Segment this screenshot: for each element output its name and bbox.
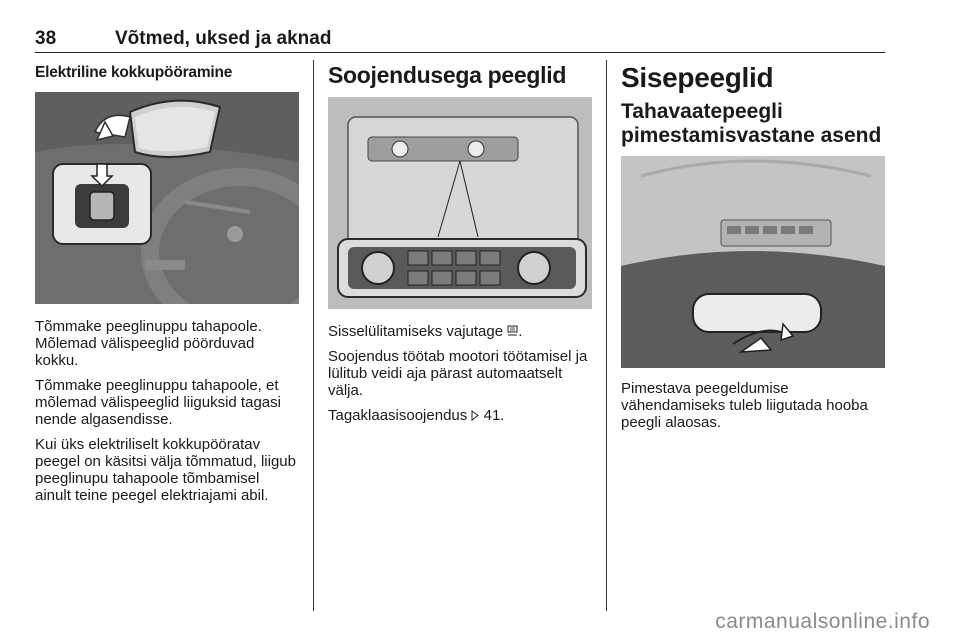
header-rule xyxy=(35,52,885,53)
watermark: carmanualsonline.info xyxy=(715,610,930,633)
page-number: 38 xyxy=(35,28,57,49)
column-divider-2 xyxy=(606,60,607,611)
folding-paragraph-3: Kui üks elektriliselt kokkupööratav peegel on käsitsi välja tõmmatud, liigub peeglinupu tahapoole tõmbamisel ainult teine peegel elektriajami abil. xyxy=(35,436,296,504)
column-1 xyxy=(35,62,299,512)
heated-paragraph-1-text: Sisselülitamiseks vajutage xyxy=(328,323,504,340)
section-heading-folding: Elektriline kokkupööramine xyxy=(35,64,233,81)
subheading-antidazzle xyxy=(621,100,885,148)
rearview-mirror-illustration xyxy=(621,156,885,368)
subheading-line-2: pimestamisvastane asend xyxy=(621,124,882,147)
column-3 xyxy=(621,62,885,439)
heated-paragraph-2: Soojendus töötab mootori töötamisel ja lülitub veidi aja pärast automaatselt välja. xyxy=(328,348,588,399)
subheading-line-1: Tahavaatepeegli xyxy=(621,100,783,123)
rear-defrost-icon xyxy=(507,325,518,337)
heated-paragraph-3 xyxy=(328,407,592,424)
section-heading-interior: Sisepeeglid xyxy=(621,62,774,93)
page-reference[interactable]: 41. xyxy=(483,407,505,424)
climate-control-panel-illustration xyxy=(328,97,592,309)
rear-window-heating-text: Tagaklaasisoojendus xyxy=(328,407,468,424)
column-divider-1 xyxy=(313,60,314,611)
heated-paragraph-1 xyxy=(328,323,592,340)
folding-paragraph-1: Tõmmake peeglinuppu tahapoole. Mõlemad välispeeglid pöörduvad kokku. xyxy=(35,318,262,369)
mirror-fold-switch-illustration xyxy=(35,92,299,304)
column-2 xyxy=(328,62,592,432)
section-heading-heated: Soojendusega peeglid xyxy=(328,62,567,88)
heated-paragraph-1-end: . xyxy=(518,323,523,340)
interior-paragraph-1: Pimestava peegeldumise vähendamiseks tuleb liigutada hooba peegli alaosas. xyxy=(621,380,868,431)
folding-paragraph-2: Tõmmake peeglinuppu tahapoole, et mõlemad välispeeglid liiguksid tagasi nende algasendisse. xyxy=(35,377,281,428)
page-header xyxy=(35,28,885,52)
page-reference-icon xyxy=(471,410,479,421)
chapter-title: Võtmed, uksed ja aknad xyxy=(115,28,332,49)
